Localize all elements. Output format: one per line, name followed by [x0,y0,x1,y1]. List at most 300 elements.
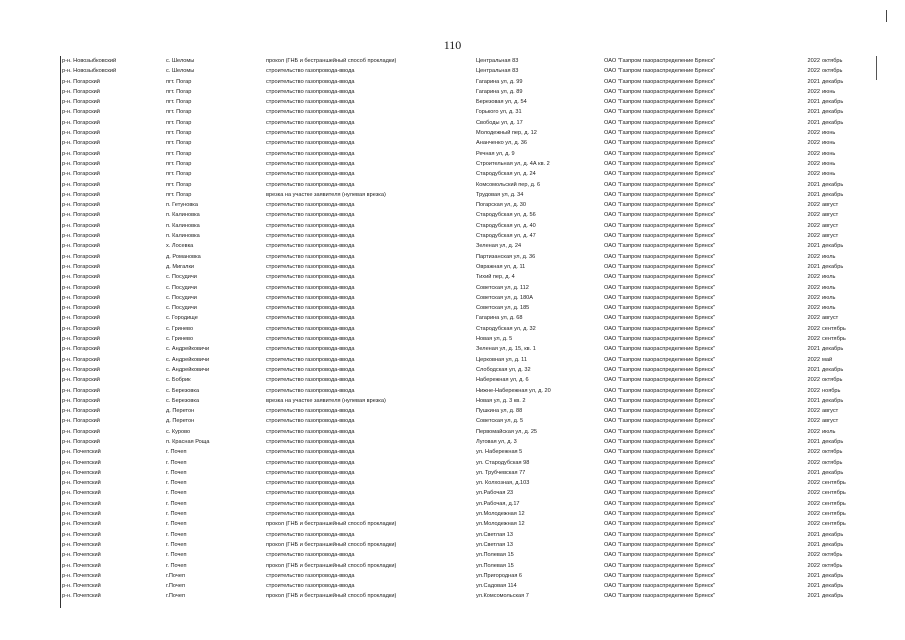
work-type-cell: строительство газопровода-ввода [266,253,355,260]
month-cell: август [822,212,839,219]
month-cell: июль [822,305,836,312]
year-cell: 2022 [807,315,820,322]
work-type-cell: строительство газопровода-ввода [266,88,355,95]
year-cell: 2021 [807,181,820,188]
organization-cell: ОАО "Газпром газораспределение Брянск" [604,346,715,353]
district-cell: р-н. Новозыбковский [62,68,117,75]
district-cell: р-н. Погарский [62,222,100,229]
address-cell: Речная ул, д. 9 [476,150,515,157]
district-cell: р-н. Погарский [62,284,100,291]
table-row [60,87,860,97]
table-row [60,591,860,601]
year-cell: 2021 [807,263,820,270]
address-cell: Нижне-Набережная ул, д. 20 [476,387,551,394]
work-type-cell: строительство газопровода-ввода [266,438,355,445]
year-cell: 2021 [807,572,820,579]
locality-cell: п. Калиновка [166,222,200,229]
district-cell: р-н. Почепский [62,593,101,600]
month-cell: август [822,418,839,425]
work-type-cell: строительство газопровода-ввода [266,480,355,487]
address-cell: Трудовая ул, д. 34 [476,191,524,198]
organization-cell: ОАО "Газпром газораспределение Брянск" [604,160,715,167]
organization-cell: ОАО "Газпром газораспределение Брянск" [604,274,715,281]
address-cell: Молодежный пер, д. 12 [476,130,537,137]
organization-cell: ОАО "Газпром газораспределение Брянск" [604,583,715,590]
year-cell: 2021 [807,583,820,590]
month-cell: июль [822,428,836,435]
district-cell: р-н. Погарский [62,160,100,167]
work-type-cell: строительство газопровода-ввода [266,202,355,209]
year-cell: 2022 [807,212,820,219]
district-cell: р-н. Почепский [62,490,101,497]
district-cell: р-н. Погарский [62,150,100,157]
district-cell: р-н. Почепский [62,459,101,466]
year-cell: 2021 [807,78,820,85]
month-cell: декабрь [822,531,844,538]
year-cell: 2022 [807,58,820,64]
locality-cell: с. Городище [166,315,198,322]
address-cell: Набережная ул, д. 6 [476,377,529,384]
month-cell: июнь [822,171,836,178]
locality-cell: г. Почеп [166,531,187,538]
month-cell: июнь [822,88,836,95]
district-cell: р-н. Почепский [62,449,101,456]
locality-cell: с. Посудичи [166,294,197,301]
work-type-cell: строительство газопровода-ввода [266,449,355,456]
address-cell: ул.Садовая 114 [476,583,517,590]
year-cell: 2021 [807,243,820,250]
year-cell: 2022 [807,294,820,301]
district-cell: р-н. Новозыбковский [62,58,117,64]
year-cell: 2022 [807,88,820,95]
month-cell: декабрь [822,541,844,548]
organization-cell: ОАО "Газпром газораспределение Брянск" [604,305,715,312]
locality-cell: пгт. Погар [166,78,192,85]
locality-cell: с. Березовка [166,397,200,404]
locality-cell: с. Курово [166,428,191,435]
locality-cell: д. Перетон [166,408,195,415]
address-cell: Строительная ул, д. 4А кв. 2 [476,160,550,167]
table-row [60,221,860,231]
organization-cell: ОАО "Газпром газораспределение Брянск" [604,469,715,476]
organization-cell: ОАО "Газпром газораспределение Брянск" [604,78,715,85]
locality-cell: п. Калиновка [166,233,200,240]
locality-cell: с. Андрейковичи [166,366,210,373]
district-cell: р-н. Погарский [62,418,100,425]
month-cell: июль [822,284,836,291]
locality-cell: с. Шеломы [166,58,195,64]
organization-cell: ОАО "Газпром газораспределение Брянск" [604,428,715,435]
year-cell: 2022 [807,418,820,425]
district-cell: р-н. Почепский [62,480,101,487]
locality-cell: пгт. Погар [166,99,192,106]
organization-cell: ОАО "Газпром газораспределение Брянск" [604,572,715,579]
address-cell: ул.Комсомольская 7 [476,593,529,600]
organization-cell: ОАО "Газпром газораспределение Брянск" [604,119,715,126]
table-row [60,262,860,272]
table-row [60,447,860,457]
district-cell: р-н. Погарский [62,387,100,394]
district-cell: р-н. Погарский [62,408,100,415]
month-cell: декабрь [822,181,844,188]
work-type-cell: строительство газопровода-ввода [266,160,355,167]
work-type-cell: строительство газопровода-ввода [266,552,355,559]
district-cell: р-н. Почепский [62,562,101,569]
organization-cell: ОАО "Газпром газораспределение Брянск" [604,109,715,116]
address-cell: Центральная 83 [476,68,519,75]
table-row [60,97,860,107]
year-cell: 2022 [807,222,820,229]
organization-cell: ОАО "Газпром газораспределение Брянск" [604,253,715,260]
work-type-cell: прокол (ГНБ и бестраншейный способ прокладки) [266,562,397,569]
locality-cell: д. Романовка [166,253,201,260]
organization-cell: ОАО "Газпром газораспределение Брянск" [604,263,715,270]
work-type-cell: врезка на участке заявителя (нулевая врезка) [266,397,386,404]
month-cell: октябрь [822,68,843,75]
table-row [60,499,860,509]
work-type-cell: строительство газопровода-ввода [266,377,355,384]
table-row [60,303,860,313]
organization-cell: ОАО "Газпром газораспределение Брянск" [604,593,715,600]
table-row [60,550,860,560]
address-cell: ул.Пригородная 6 [476,572,523,579]
year-cell: 2022 [807,428,820,435]
locality-cell: пгт. Погар [166,109,192,116]
district-cell: р-н. Погарский [62,377,100,384]
month-cell: июль [822,274,836,281]
work-type-cell: строительство газопровода-ввода [266,274,355,281]
locality-cell: пгт. Погар [166,181,192,188]
month-cell: июнь [822,150,836,157]
table-row [60,66,860,76]
locality-cell: г. Почеп [166,552,187,559]
month-cell: декабрь [822,109,844,116]
address-cell: Березовая ул, д. 54 [476,99,527,106]
organization-cell: ОАО "Газпром газораспределение Брянск" [604,408,715,415]
work-type-cell: строительство газопровода-ввода [266,428,355,435]
organization-cell: ОАО "Газпром газораспределение Брянск" [604,191,715,198]
locality-cell: г. Почеп [166,521,187,528]
address-cell: Стародубская ул, д. 24 [476,171,536,178]
locality-cell: с. Посудичи [166,305,197,312]
page-number: 110 [443,38,462,52]
table-row [60,231,860,241]
work-type-cell: строительство газопровода-ввода [266,140,355,147]
month-cell: июнь [822,140,836,147]
district-cell: р-н. Погарский [62,212,100,219]
organization-cell: ОАО "Газпром газораспределение Брянск" [604,356,715,363]
year-cell: 2022 [807,387,820,394]
locality-cell: с. Гринево [166,325,194,332]
locality-cell: с. Березовка [166,387,200,394]
organization-cell: ОАО "Газпром газораспределение Брянск" [604,140,715,147]
year-cell: 2022 [807,490,820,497]
year-cell: 2022 [807,202,820,209]
address-cell: Ананченко ул, д. 36 [476,140,527,147]
address-cell: ул.Молодежная 12 [476,511,525,518]
table-row [60,180,860,190]
district-cell: р-н. Погарский [62,181,100,188]
district-cell: р-н. Погарский [62,366,100,373]
organization-cell: ОАО "Газпром газораспределение Брянск" [604,58,715,64]
address-cell: Советская ул, д. 5 [476,418,524,425]
table-row [60,272,860,282]
work-type-cell: строительство газопровода-ввода [266,469,355,476]
month-cell: сентябрь [822,480,846,487]
district-cell: р-н. Погарский [62,336,100,343]
month-cell: декабрь [822,397,844,404]
year-cell: 2022 [807,140,820,147]
work-type-cell: строительство газопровода-ввода [266,305,355,312]
table-row [60,241,860,251]
table-row [60,530,860,540]
month-cell: декабрь [822,243,844,250]
locality-cell: х. Лосевка [166,243,194,250]
district-cell: р-н. Погарский [62,315,100,322]
district-cell: р-н. Погарский [62,99,100,106]
work-type-cell: строительство газопровода-ввода [266,315,355,322]
district-cell: р-н. Погарский [62,191,100,198]
table-row [60,581,860,591]
locality-cell: п. Гетуновка [166,202,198,209]
year-cell: 2022 [807,130,820,137]
month-cell: июнь [822,160,836,167]
locality-cell: пгт. Погар [166,130,192,137]
month-cell: декабрь [822,366,844,373]
work-type-cell: строительство газопровода-ввода [266,511,355,518]
month-cell: октябрь [822,459,843,466]
district-cell: р-н. Почепский [62,583,101,590]
month-cell: декабрь [822,438,844,445]
district-cell: р-н. Погарский [62,109,100,116]
table-row [60,210,860,220]
table-row [60,458,860,468]
month-cell: октябрь [822,552,843,559]
work-type-cell: строительство газопровода-ввода [266,531,355,538]
district-cell: р-н. Погарский [62,428,100,435]
district-cell: р-н. Погарский [62,305,100,312]
year-cell: 2021 [807,541,820,548]
table-row [60,468,860,478]
organization-cell: ОАО "Газпром газораспределение Брянск" [604,449,715,456]
year-cell: 2021 [807,397,820,404]
table-row [60,107,860,117]
table-row [60,571,860,581]
district-cell: р-н. Погарский [62,243,100,250]
district-cell: р-н. Погарский [62,346,100,353]
address-cell: Гагарина ул, д. 99 [476,78,523,85]
table-row [60,355,860,365]
address-cell: Горького ул, д. 31 [476,109,522,116]
table-row [60,406,860,416]
table-right-border [876,56,877,80]
organization-cell: ОАО "Газпром газораспределение Брянск" [604,284,715,291]
organization-cell: ОАО "Газпром газораспределение Брянск" [604,325,715,332]
month-cell: июнь [822,130,836,137]
organization-cell: ОАО "Газпром газораспределение Брянск" [604,541,715,548]
district-cell: р-н. Почепский [62,469,101,476]
month-cell: октябрь [822,562,843,569]
month-cell: август [822,202,839,209]
work-type-cell: строительство газопровода-ввода [266,130,355,137]
month-cell: октябрь [822,58,843,64]
year-cell: 2022 [807,480,820,487]
month-cell: декабрь [822,119,844,126]
year-cell: 2022 [807,160,820,167]
work-type-cell: строительство газопровода-ввода [266,294,355,301]
year-cell: 2022 [807,552,820,559]
work-type-cell: строительство газопровода-ввода [266,222,355,229]
locality-cell: п. Калиновка [166,212,200,219]
table-row [60,540,860,550]
work-type-cell: строительство газопровода-ввода [266,284,355,291]
table-row [60,169,860,179]
district-cell: р-н. Почепский [62,552,101,559]
address-cell: ул.Рабочая, д.17 [476,500,520,507]
address-cell: Слободская ул, д. 32 [476,366,531,373]
work-type-cell: строительство газопровода-ввода [266,68,355,75]
work-type-cell: строительство газопровода-ввода [266,325,355,332]
locality-cell: пгт. Погар [166,119,192,126]
organization-cell: ОАО "Газпром газораспределение Брянск" [604,315,715,322]
address-cell: Овражная ул, д. 11 [476,263,526,270]
locality-cell: г. Почеп [166,490,187,497]
records-table [60,56,860,602]
address-cell: Новая ул, д. 3 кв. 2 [476,397,526,404]
month-cell: декабрь [822,191,844,198]
table-row [60,313,860,323]
work-type-cell: строительство газопровода-ввода [266,387,355,394]
address-cell: Зеленая ул, д. 15, кв. 1 [476,346,536,353]
work-type-cell: строительство газопровода-ввода [266,572,355,579]
locality-cell: с. Шеломы [166,68,195,75]
table-row [60,509,860,519]
month-cell: сентябрь [822,325,846,332]
year-cell: 2022 [807,336,820,343]
month-cell: август [822,315,839,322]
table-row [60,190,860,200]
table-row [60,396,860,406]
table-row [60,159,860,169]
address-cell: Пушкина ул, д. 88 [476,408,523,415]
address-cell: Центральная 83 [476,58,519,64]
address-cell: ул.Рабочая 23 [476,490,514,497]
records-table-body [60,56,860,602]
locality-cell: г. Почеп [166,511,187,518]
month-cell: декабрь [822,593,844,600]
year-cell: 2022 [807,356,820,363]
table-row [60,334,860,344]
district-cell: р-н. Погарский [62,202,100,209]
locality-cell: г. Почеп [166,562,187,569]
work-type-cell: прокол (ГНБ и бестраншейный способ прокладки) [266,541,397,548]
district-cell: р-н. Почепский [62,500,101,507]
district-cell: р-н. Погарский [62,438,100,445]
work-type-cell: врезка на участке заявителя (нулевая врезка) [266,191,386,198]
district-cell: р-н. Погарский [62,88,100,95]
month-cell: декабрь [822,572,844,579]
work-type-cell: строительство газопровода-ввода [266,500,355,507]
locality-cell: п. Красная Роща [166,438,210,445]
year-cell: 2021 [807,109,820,116]
address-cell: Стародубская ул, д. 40 [476,222,536,229]
month-cell: декабрь [822,346,844,353]
address-cell: Церковная ул, д. 11 [476,356,527,363]
district-cell: р-н. Погарский [62,397,100,404]
district-cell: р-н. Погарский [62,253,100,260]
work-type-cell: строительство газопровода-ввода [266,336,355,343]
table-row [60,344,860,354]
month-cell: сентябрь [822,500,846,507]
work-type-cell: строительство газопровода-ввода [266,171,355,178]
address-cell: Гагарина ул, д. 68 [476,315,523,322]
address-cell: Советская ул, д. 180А [476,294,534,301]
month-cell: август [822,408,839,415]
address-cell: ул. Трубчевская 77 [476,469,526,476]
year-cell: 2022 [807,68,820,75]
district-cell: р-н. Погарский [62,78,100,85]
year-cell: 2021 [807,119,820,126]
work-type-cell: строительство газопровода-ввода [266,243,355,250]
scan-corner-mark [886,10,887,22]
month-cell: июль [822,294,836,301]
month-cell: сентябрь [822,511,846,518]
year-cell: 2022 [807,500,820,507]
year-cell: 2022 [807,408,820,415]
work-type-cell: строительство газопровода-ввода [266,119,355,126]
work-type-cell: строительство газопровода-ввода [266,346,355,353]
district-cell: р-н. Погарский [62,325,100,332]
table-row [60,283,860,293]
district-cell: р-н. Погарский [62,130,100,137]
district-cell: р-н. Погарский [62,356,100,363]
district-cell: р-н. Почепский [62,521,101,528]
work-type-cell: строительство газопровода-ввода [266,490,355,497]
year-cell: 2021 [807,438,820,445]
address-cell: ул.Полевая 15 [476,552,514,559]
organization-cell: ОАО "Газпром газораспределение Брянск" [604,480,715,487]
year-cell: 2021 [807,469,820,476]
work-type-cell: прокол (ГНБ и бестраншейный способ прокладки) [266,521,397,528]
year-cell: 2022 [807,449,820,456]
address-cell: Погарская ул, д. 30 [476,202,526,209]
locality-cell: пгт. Погар [166,88,192,95]
year-cell: 2022 [807,325,820,332]
locality-cell: с. Посудичи [166,284,197,291]
work-type-cell: строительство газопровода-ввода [266,356,355,363]
work-type-cell: строительство газопровода-ввода [266,212,355,219]
organization-cell: ОАО "Газпром газораспределение Брянск" [604,387,715,394]
organization-cell: ОАО "Газпром газораспределение Брянск" [604,222,715,229]
year-cell: 2022 [807,511,820,518]
month-cell: декабрь [822,78,844,85]
address-cell: ул.Полевая 15 [476,562,514,569]
work-type-cell: строительство газопровода-ввода [266,150,355,157]
table-row [60,427,860,437]
year-cell: 2022 [807,253,820,260]
district-cell: р-н. Почепский [62,572,101,579]
locality-cell: г. Почеп [166,469,187,476]
work-type-cell: строительство газопровода-ввода [266,263,355,270]
organization-cell: ОАО "Газпром газораспределение Брянск" [604,171,715,178]
work-type-cell: строительство газопровода-ввода [266,418,355,425]
work-type-cell: строительство газопровода-ввода [266,583,355,590]
locality-cell: д. Мигалки [166,263,195,270]
locality-cell: пгт. Погар [166,171,192,178]
locality-cell: г. Почеп [166,459,187,466]
year-cell: 2021 [807,593,820,600]
table-row [60,200,860,210]
